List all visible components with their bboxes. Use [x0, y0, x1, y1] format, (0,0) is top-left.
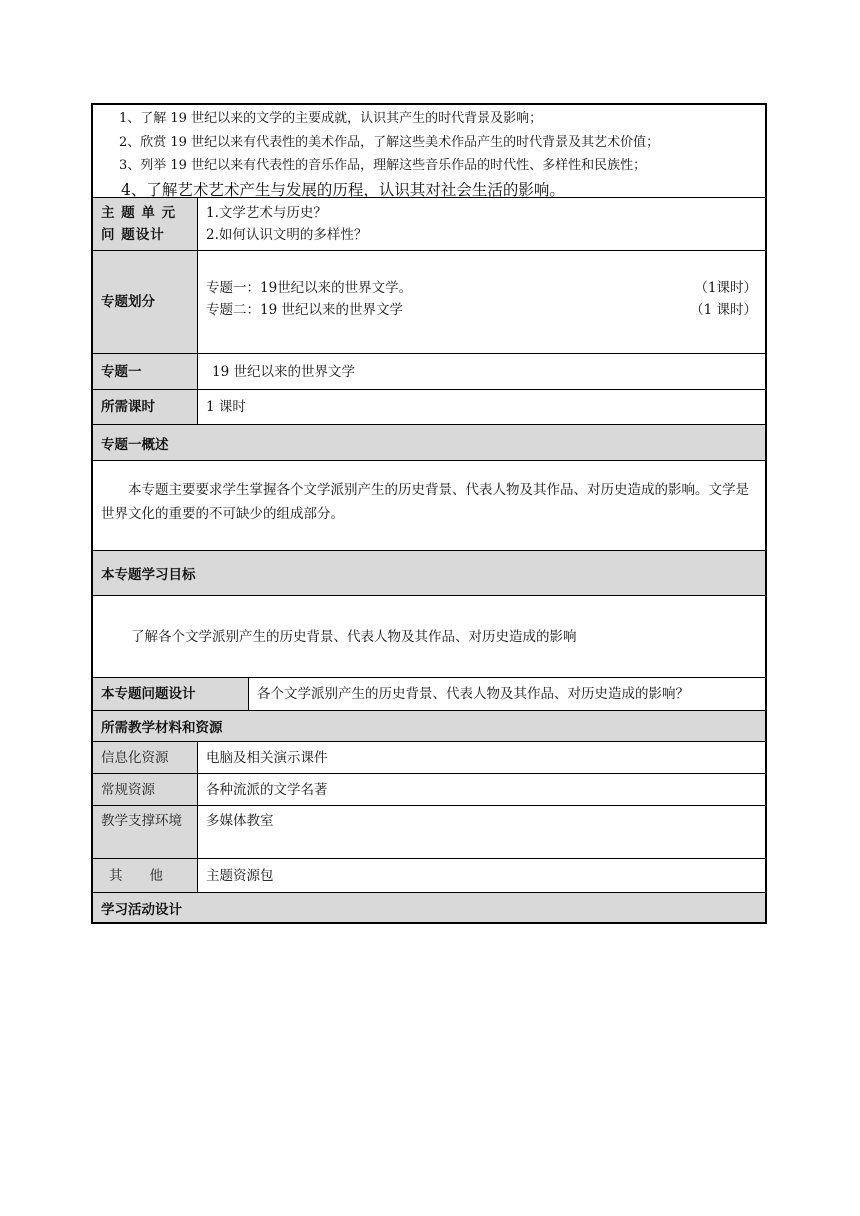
goal-item: 1、了解 19 世纪以来的文学的主要成就，认识其产生的时代背景及影响；	[119, 111, 543, 126]
goal-item: 4、了解艺术艺术产生与发展的历程，认识其对社会生活的影响。	[121, 180, 565, 199]
topic-item	[206, 299, 757, 321]
required-hours-value: 1 课时	[206, 399, 246, 415]
materials-title: 所需教学材料和资源	[101, 720, 223, 736]
material-value: 主题资源包	[206, 867, 274, 884]
question-design-value: 各个文学派别产生的历史背景、代表人物及其作品、对历史造成的影响？	[257, 686, 689, 702]
activity-design-header	[93, 893, 765, 922]
question-design-label: 本专题问题设计	[93, 678, 249, 710]
topic-division-row	[93, 251, 765, 354]
unit-questions-row	[93, 198, 765, 251]
lesson-plan-table	[91, 103, 767, 924]
learning-goal-text: 了解各个文学派别产生的历史背景、代表人物及其作品、对历史造成的影响	[93, 596, 765, 678]
material-row	[93, 742, 765, 774]
material-row	[93, 859, 765, 893]
topic-item-text: 专题一：19世纪以来的世界文学。	[206, 280, 413, 296]
unit-question: 2.如何认识文明的多样性？	[206, 227, 368, 243]
material-row	[93, 806, 765, 859]
learning-goal-header	[93, 551, 765, 596]
material-row	[93, 774, 765, 806]
topic-item-hours: （1 课时）	[690, 302, 757, 318]
goal-item: 3、列举 19 世纪以来有代表性的音乐作品，理解这些音乐作品的时代性、多样性和民族性；	[119, 158, 647, 173]
topic-division-list	[198, 251, 765, 353]
overview-header	[93, 425, 765, 461]
required-hours-label: 所需课时	[93, 390, 198, 424]
material-label: 其 他	[93, 859, 198, 892]
overview-title: 专题一概述	[101, 436, 169, 453]
topic-item	[206, 277, 757, 299]
activity-design-title: 学习活动设计	[101, 901, 182, 918]
learning-goal-title: 本专题学习目标	[101, 567, 196, 583]
topic-one-label: 专题一	[93, 354, 198, 389]
topic-one-value: 19 世纪以来的世界文学	[212, 363, 355, 380]
unit-question: 1.文学艺术与历史？	[206, 205, 327, 221]
material-label: 常规资源	[93, 774, 198, 805]
required-hours-row	[93, 390, 765, 425]
question-design-row	[93, 678, 765, 711]
material-value: 多媒体教室	[206, 813, 274, 829]
overview-text: 本专题主要要求学生掌握各个文学派别产生的历史背景、代表人物及其作品、对历史造成的影响。文学是世界文化的重要的不可缺少的组成部分。	[93, 461, 765, 551]
materials-header	[93, 711, 765, 742]
material-value: 各种流派的文学名著	[206, 781, 328, 798]
material-label: 教学支撑环境	[93, 806, 198, 858]
topic-item-hours: （1课时）	[694, 280, 757, 296]
topic-one-row	[93, 354, 765, 390]
topic-item-text: 专题二：19 世纪以来的世界文学	[206, 302, 403, 318]
unit-questions-label: 主 题 单 元 问 题设计	[93, 198, 198, 250]
material-label: 信息化资源	[93, 742, 198, 773]
course-goals	[93, 105, 765, 198]
unit-questions-list	[198, 198, 765, 250]
goal-item: 2、欣赏 19 世纪以来有代表性的美术作品，了解这些美术作品产生的时代背景及其艺术价值；	[119, 134, 660, 150]
topic-division-label: 专题划分	[93, 251, 198, 353]
material-value: 电脑及相关演示课件	[206, 749, 328, 766]
